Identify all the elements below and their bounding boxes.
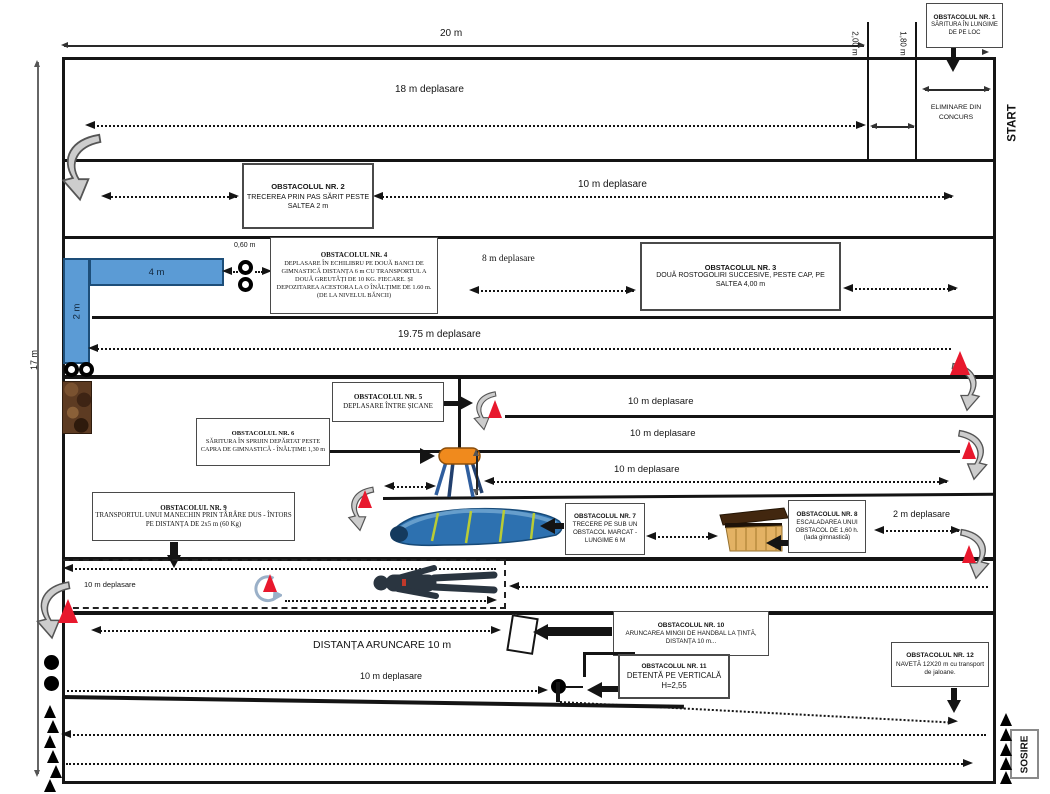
finish-box xyxy=(1010,729,1039,779)
path-18m-dotted xyxy=(90,125,862,127)
obstacle-2-title: OBSTACOLUL NR. 2 xyxy=(271,182,345,192)
path-dotted xyxy=(230,271,238,273)
jump-tick-line xyxy=(556,682,560,702)
arrow-right-icon xyxy=(963,759,973,767)
cone-icon xyxy=(358,490,372,508)
lane-divider-5 xyxy=(505,415,995,418)
obstacle-5-desc: DEPLASARE ÎNTRE ȘICANE xyxy=(343,402,433,411)
obstacle-8-box xyxy=(788,500,866,553)
obstacle-7-title: OBSTACOLUL NR. 7 xyxy=(574,513,636,521)
arrow-left-icon xyxy=(874,526,884,534)
path-dotted xyxy=(378,196,952,198)
obstacle-9-title: OBSTACOLUL NR. 9 xyxy=(160,503,227,512)
arrow-left-icon xyxy=(384,482,394,490)
obstacle-4-title: OBSTACOLUL NR. 4 xyxy=(320,251,388,260)
border-direction-icon xyxy=(982,49,989,55)
cone-icon xyxy=(962,441,976,459)
obstacle-6-desc: SĂRITURA ÎN SPRIJIN DEPĂRTAT PESTE CAPRA DE GIMNASTICĂ - ÎNĂLȚIME 1,30 m xyxy=(200,438,326,454)
tick-2m-line xyxy=(867,22,869,160)
jump-board-line-v xyxy=(583,652,586,677)
arrow-left-icon xyxy=(469,286,479,294)
obstacle-12-title: OBSTACOLUL NR. 12 xyxy=(906,652,974,660)
lane-divider-4 xyxy=(62,375,995,379)
weight-ring-icon xyxy=(79,362,94,377)
path-dotted xyxy=(67,690,541,692)
obstacle-1-box xyxy=(926,3,1003,48)
jalon-marker-icon xyxy=(1000,757,1012,770)
crawl-tunnel-icon xyxy=(386,504,566,547)
route-1975m-label: 19.75 m deplasare xyxy=(398,329,481,340)
obstacle-4-desc: DEPLASARE ÎN ECHILIBRU PE DOUĂ BANCI DE GIMNASTICĂ DISTANȚA 6 m CU TRANSPORTUL A DOUĂ GREUTĂȚI DE 10 KG. FIECARE. ȘI DEPOZITAREA ACESTORA LA O ÎNĂLȚIME DE 1.60 m. (DE LA NIVELUL BĂNCII) xyxy=(276,260,432,299)
obstacle-11-arrow xyxy=(600,686,620,692)
arrow-left-icon xyxy=(843,284,853,292)
arrow-right-icon xyxy=(538,686,548,694)
obstacle-7-arrow-left-icon xyxy=(540,518,555,534)
arrow-right-icon xyxy=(229,192,239,200)
route-18m-label: 18 m deplasare xyxy=(395,84,464,95)
path-dotted xyxy=(93,348,951,350)
cone-icon xyxy=(962,545,976,563)
jalon-marker-icon xyxy=(1000,728,1012,741)
jalon-marker-icon xyxy=(1000,743,1012,756)
obstacle-5-title: OBSTACOLUL NR. 5 xyxy=(353,393,423,402)
elimination-label: ELIMINARE DIN CONCURS xyxy=(930,104,982,122)
dim-gap-arrow-right-icon xyxy=(908,123,915,129)
arrow-left-icon xyxy=(373,192,383,200)
gym-mat-icon xyxy=(62,381,92,434)
arrow-right-icon xyxy=(426,482,436,490)
capra-dim-up-icon xyxy=(473,449,479,456)
route-10m-label: 10 m deplasare xyxy=(360,671,423,681)
obstacle-8-title: OBSTACOLUL NR. 8 xyxy=(796,511,858,519)
obstacle-12-desc: NAVETĂ 12X20 m cu transport de jaloane. xyxy=(896,660,984,676)
dim-20m-line xyxy=(64,45,864,47)
path-dotted xyxy=(514,586,988,588)
elim-arrow-right-icon xyxy=(984,86,991,92)
dim-180-label: 1,80 m xyxy=(898,30,908,56)
jalon-marker-icon xyxy=(44,705,56,718)
arrow-right-icon xyxy=(491,626,501,634)
route-10m-label: 10 m deplasare xyxy=(578,179,647,190)
ball-connector-line xyxy=(566,686,583,688)
obstacle-1-arrow-down-icon xyxy=(946,59,960,72)
weight-ring-icon xyxy=(238,277,253,292)
obstacle-10-arrow xyxy=(548,627,612,636)
dim-20m-label: 20 m xyxy=(440,28,463,39)
obstacle-11-box xyxy=(618,654,730,699)
gym-bench-long xyxy=(89,258,224,286)
start-label: START xyxy=(1007,104,1020,142)
arrow-right-icon xyxy=(626,286,636,294)
jalon-marker-icon xyxy=(47,750,59,763)
elim-arrow-left-icon xyxy=(922,86,929,92)
lane-divider-3 xyxy=(92,316,995,319)
lane-divider-1 xyxy=(62,159,995,162)
mannequin-icon xyxy=(368,562,498,602)
route-10m-label: 10 m deplasare xyxy=(628,396,694,407)
dim-200-label: 2,00 m xyxy=(850,30,860,56)
path-dotted xyxy=(879,530,959,532)
path-connector-v xyxy=(458,377,461,449)
arrow-left-icon xyxy=(63,564,73,572)
arrow-left-icon xyxy=(61,730,71,738)
finish-label: SOSIRE xyxy=(1019,735,1031,773)
obstacle-2-desc: TRECEREA PRIN PAS SĂRIT PESTE SALTEA 2 m xyxy=(246,191,370,210)
lane-divider-2 xyxy=(62,236,995,239)
arrow-left-icon xyxy=(88,344,98,352)
route-10m-label: 10 m deplasare xyxy=(630,428,696,439)
arrow-right-icon xyxy=(708,532,718,540)
obstacle-4-box xyxy=(270,237,438,314)
tick-18m-line xyxy=(915,22,917,160)
obstacle-10-arrow-left-icon xyxy=(533,624,548,640)
obstacle-3-box xyxy=(640,242,841,311)
bench-gap-label: 0,60 m xyxy=(234,242,256,249)
obstacle-10-title: OBSTACOLUL NR. 10 xyxy=(657,621,725,629)
arrow-left-icon xyxy=(101,192,111,200)
obstacle-6-title: OBSTACOLUL NR. 6 xyxy=(231,430,295,438)
jalon-marker-icon xyxy=(50,765,62,778)
u-turn-arrow-icon xyxy=(56,108,104,224)
route-10m-label: 10 m deplasare xyxy=(84,580,136,589)
path-18m-arrow-right-icon xyxy=(856,121,866,129)
obstacle-1-desc: SĂRITURA ÎN LUNGIME DE PE LOC xyxy=(931,22,998,36)
dim-17m-arrow-down-icon xyxy=(34,770,40,777)
obstacle-8-arrow-left-icon xyxy=(766,535,781,551)
path-dotted xyxy=(96,630,494,632)
jalon-marker-icon xyxy=(47,720,59,733)
obstacle-7-desc: TRECERE PE SUB UN OBSTACOL MARCAT - LUNGIME 6 M xyxy=(572,521,638,544)
obstacle-6-box xyxy=(196,418,330,466)
route-2m-label: 2 m deplasare xyxy=(893,509,951,519)
bench-short-label: 2 m xyxy=(71,303,82,319)
jalon-marker-icon xyxy=(1000,713,1012,726)
obstacle-5-box xyxy=(332,382,444,422)
throw-distance-label: DISTANȚA ARUNCARE 10 m xyxy=(313,639,452,651)
path-dotted xyxy=(66,763,966,765)
cone-icon xyxy=(263,574,277,592)
arrow-left-icon xyxy=(484,477,494,485)
obstacle-11-arrow-left-icon xyxy=(587,682,602,698)
path-dotted xyxy=(66,734,986,736)
obstacle-10-desc: ARUNCAREA MINGII DE HANDBAL LA ȚINTĂ, DISTANȚA 10 m... xyxy=(625,629,757,645)
obstacle-11-height: H=2,55 xyxy=(661,680,687,690)
arrow-right-icon xyxy=(939,477,949,485)
handball-icon xyxy=(44,676,59,691)
dim-20m-arrow-left-icon xyxy=(61,42,68,48)
dim-17m-line xyxy=(37,62,39,774)
arrow-right-icon xyxy=(944,192,954,200)
capra-dim-down-icon xyxy=(473,489,479,496)
path-dotted xyxy=(848,288,956,290)
dim-gap-arrow-left-icon xyxy=(870,123,877,129)
elim-arrow xyxy=(925,89,989,91)
path-dotted xyxy=(489,481,947,483)
arrow-left-icon xyxy=(646,532,656,540)
obstacle-11-desc: DETENTĂ PE VERTICALĂ xyxy=(626,670,722,680)
weight-ring-icon xyxy=(64,362,79,377)
dim-17m-label: 17 m xyxy=(28,349,39,371)
obstacle-12-arrow-down-icon xyxy=(947,700,961,713)
obstacle-7-box xyxy=(565,503,645,555)
jalon-marker-icon xyxy=(44,779,56,792)
obstacle-10-box xyxy=(613,611,769,656)
route-8m-label: 8 m deplasare xyxy=(482,254,535,264)
jalon-marker-icon xyxy=(44,735,56,748)
obstacle-1-title: OBSTACOLUL NR. 1 xyxy=(933,14,996,21)
cone-icon xyxy=(950,351,970,375)
weight-ring-icon xyxy=(238,260,253,275)
arrow-left-icon xyxy=(91,626,101,634)
gym-bench-short xyxy=(63,258,90,364)
obstacle-12-box xyxy=(891,642,989,687)
path-dotted xyxy=(390,486,430,488)
obstacle-8-desc: ESCALADAREA UNUI OBSTACOL DE 1,60 h. (lada gimnastică) xyxy=(795,519,859,542)
arrow-right-icon xyxy=(948,717,958,726)
obstacle-2-box xyxy=(242,163,374,229)
obstacle-9-desc: TRANSPORTUL UNUI MANECHIN PRIN TÂRÂRE DUS - ÎNTORS PE DISTANȚA DE 2x5 m (60 Kg) xyxy=(95,512,292,528)
jalon-marker-icon xyxy=(1000,771,1012,784)
cone-icon xyxy=(58,599,78,623)
path-dotted xyxy=(651,536,711,538)
arrow-right-icon xyxy=(948,284,958,292)
lane-divider-9 xyxy=(62,611,995,615)
obstacle-9-box xyxy=(92,492,295,541)
obstacle-3-desc: DOUĂ ROSTOGOLIRI SUCCESIVE, PESTE CAP, PE SALTEA 4,00 m xyxy=(656,272,825,289)
obstacle-11-title: OBSTACOLUL NR. 11 xyxy=(641,662,707,670)
route-10m-label: 10 m deplasare xyxy=(614,464,680,475)
bench-long-label: 4 m xyxy=(148,266,165,278)
cone-icon xyxy=(488,400,502,418)
handball-icon xyxy=(44,655,59,670)
dim-17m-arrow-up-icon xyxy=(34,60,40,67)
path-dotted xyxy=(474,290,634,292)
path-dotted xyxy=(106,196,237,198)
obstacle-3-title: OBSTACOLUL NR. 3 xyxy=(704,263,777,273)
arrow-left-icon xyxy=(509,582,519,590)
